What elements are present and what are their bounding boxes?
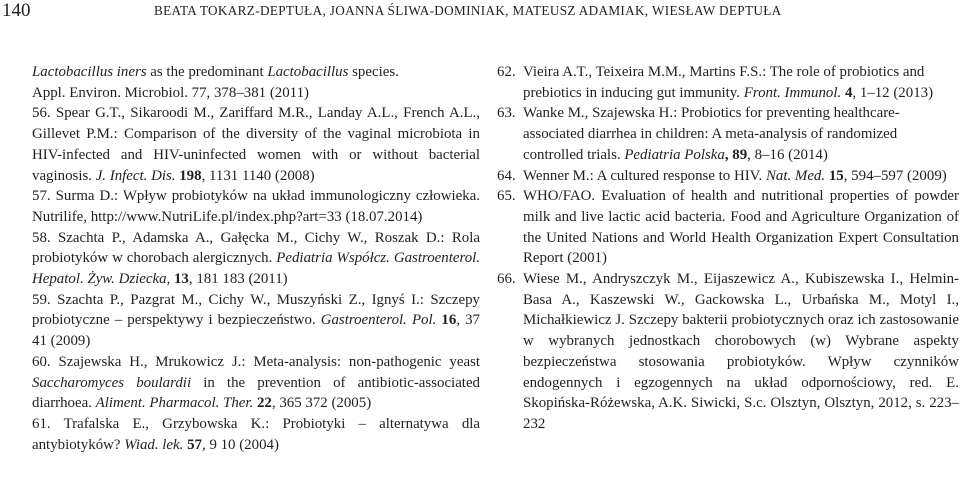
ref-pages: , 1–12 (2013): [852, 84, 934, 101]
ref-title: Rola probiotyków w chorobach alergicznych.: [32, 229, 480, 267]
page-number: 140: [2, 0, 31, 21]
ref-authors: Spear G.T., Sikaroodi M., Zariffard M.R., Landay A.L., French A.L., Gillevet P.M.:: [32, 105, 480, 143]
ref-pages: , 8–16 (2014): [747, 146, 828, 163]
ref-pages: , 181 183 (2011): [188, 271, 288, 288]
ref-journal: Aliment. Pharmacol. Ther.: [95, 395, 254, 412]
ref-volume: 57: [183, 436, 202, 453]
ref-number: 58.: [32, 229, 51, 246]
reference-60: [32, 352, 480, 414]
ref-title: Evaluation of health and nutritional properties of powder milk and live lactic acid bacteria. Food and Agriculture Organization of the United Nations and World Health Organization Expert Consultation Report (2001): [523, 188, 959, 267]
ref-journal: J. Infect. Dis.: [95, 167, 176, 184]
reference-58: [32, 228, 480, 290]
ref-number: 59.: [32, 291, 51, 308]
reference-62: [497, 62, 959, 103]
ref-pages: , 594–597 (2009): [843, 167, 947, 184]
ref-pages: , 365 372 (2005): [271, 395, 372, 412]
reference-continuation: [32, 62, 480, 103]
reference-61: [32, 414, 480, 455]
ref-authors: Trafalska E., Grzybowska K.:: [63, 415, 270, 432]
running-head-authors: BEATA TOKARZ-DEPTUŁA, JOANNA ŚLIWA-DOMINIAK, MATEUSZ ADAMIAK, WIESŁAW DEPTUŁA: [154, 3, 782, 18]
ref-pages: , 1131 1140 (2008): [201, 167, 315, 184]
ref-number: 64.: [497, 167, 516, 184]
ref-journal: Nat. Med.: [765, 167, 826, 184]
ref-volume: 198: [175, 167, 202, 184]
ref-title: Wpływ probiotyków na układ immunologiczny człowieka. Nutrilife, http://www.NutriLife.pl/index.php?art=33 (18.07.2014): [32, 188, 480, 225]
ref-authors: WHO/FAO.: [523, 188, 596, 205]
ref-number: 66.: [497, 271, 516, 288]
reference-56: [32, 103, 480, 186]
ref-volume: 4: [841, 84, 853, 101]
ref-number: 60.: [32, 353, 51, 370]
ref-text: as the predominant: [146, 64, 268, 80]
ref-title: Probiotyki – alternatywa dla antybiotyków?: [32, 415, 481, 453]
ref-volume: 15: [825, 167, 844, 184]
ref-text: Appl. Environ. Microbiol. 77, 378–381 (2011): [32, 84, 309, 101]
ref-authors: Wiese M., Andryszczyk M., Eijaszewicz A., Kubiszewska I., Helmin-Basa A., Kaszewski W., Gackowska L., Urbańska M., Motyl I., Michałkiewicz J.: [523, 271, 959, 329]
ref-volume: 13: [170, 271, 189, 288]
ref-title: Probiotics for preventing healthcare-associated diarrhea in children: A meta-analysis of randomized controlled trials.: [523, 105, 900, 163]
ref-number: 62.: [497, 64, 516, 80]
ref-text: species.: [348, 64, 399, 80]
ref-journal: Pediatria Polska: [624, 146, 725, 163]
reference-66: [497, 269, 959, 435]
ref-number: 57.: [32, 188, 51, 205]
ref-journal: Front. Immunol.: [743, 84, 842, 101]
ref-number: 61.: [32, 415, 51, 432]
reference-63: [497, 103, 959, 165]
left-column: [32, 62, 480, 455]
ref-title: Comparison of the diversity of the vaginal microbiota in HIV-infected and HIV-uninfected women with or without bacterial vaginosis.: [32, 126, 480, 184]
italic-species: Lactobacillus iners: [32, 64, 147, 80]
reference-64: [497, 166, 959, 187]
ref-title: Szczepy probiotyczne – perspektywy i bezpieczeństwo.: [32, 291, 480, 329]
ref-journal: Gastroenterol. Pol.: [320, 312, 437, 329]
ref-title: Szczepy bakterii probiotycznych oraz ich zastosowanie w wybranych jednostkach chorobowych (w) Wybrane aspekty bezpieczeństwa stosowania probiotyków. Wpływ czynników endogennych i egzogennych na układ odpornościowy, red. E. Skopińska-Różewska, A.K. Siwicki, S.c. Olsztyn, Olsztyn, 2012, s. 223–232: [523, 312, 959, 432]
ref-journal: Pediatria Współcz. Gastroenterol. Hepatol. Żyw. Dziecka,: [32, 250, 480, 288]
ref-authors: Surma D.:: [55, 188, 119, 205]
ref-pages: , 9 10 (2004): [202, 436, 279, 453]
ref-number: 56.: [32, 105, 51, 122]
ref-title: A cultured response to HIV.: [593, 167, 766, 184]
ref-pages: , 37 41 (2009): [32, 312, 481, 350]
ref-volume: , 89: [724, 146, 748, 163]
ref-authors: Szachta P., Pazgrat M., Cichy W., Muszyński Z., Ignyś I.:: [57, 291, 424, 308]
ref-volume: 16: [436, 312, 457, 329]
ref-authors: Vieira A.T., Teixeira M.M., Martins F.S.:: [523, 64, 767, 80]
reference-59: [32, 290, 480, 352]
ref-authors: Wanke M., Szajewska H.:: [523, 105, 678, 122]
right-column: [497, 62, 959, 435]
reference-57: [32, 186, 480, 227]
ref-authors: Szajewska H., Mrukowicz J.:: [58, 353, 246, 370]
ref-title: Meta-analysis: non-pathogenic yeast: [245, 353, 480, 370]
ref-authors: Szachta P., Adamska A., Gałęcka M., Cichy W., Roszak D.:: [57, 229, 445, 246]
ref-number: 65.: [497, 188, 516, 205]
ref-volume: 22: [253, 395, 272, 412]
ref-species: Saccharomyces boulardii: [32, 374, 192, 391]
ref-journal: Wiad. lek.: [124, 436, 184, 453]
italic-species: Lactobacillus: [267, 64, 349, 80]
reference-65: [497, 186, 959, 269]
ref-number: 63.: [497, 105, 516, 122]
ref-title: in the prevention of antibiotic-associated diarrhoea.: [32, 374, 480, 412]
ref-title: The role of probiotics and prebiotics in inducing gut immunity.: [523, 64, 925, 101]
ref-authors: Wenner M.:: [523, 167, 594, 184]
